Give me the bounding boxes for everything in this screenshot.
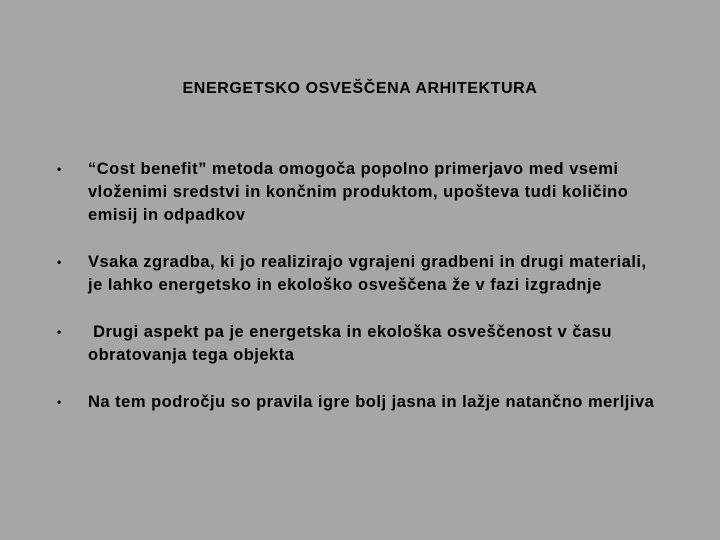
bullet-list [55,158,665,438]
bullet-item [55,321,665,367]
bullet-dot-icon: • [57,255,62,269]
bullet-text: Na tem področju so pravila igre bolj jasna in lažje natančno merljiva [88,393,655,411]
bullet-dot-icon: • [57,325,62,339]
bullet-item [55,251,665,297]
slide-title: ENERGETSKO OSVEŠČENA ARHITEKTURA [182,80,538,97]
bullet-text: Drugi aspekt pa je energetska in ekološka osveščenost v času obratovanja tega objekta [88,323,617,364]
bullet-dot-icon: • [57,395,62,409]
bullet-dot-icon: • [57,162,62,176]
bullet-text: “Cost benefit” metoda omogoča popolno primerjavo med vsemi vloženimi sredstvi in končnim produktom, upošteva tudi količino emisij in odpadkov [88,160,629,224]
bullet-item [55,158,665,227]
bullet-text: Vsaka zgradba, ki jo realizirajo vgrajeni gradbeni in drugi materiali, je lahko energetsko in ekološko osveščena že v fazi izgradnje [88,253,647,294]
bullet-item [55,391,665,414]
